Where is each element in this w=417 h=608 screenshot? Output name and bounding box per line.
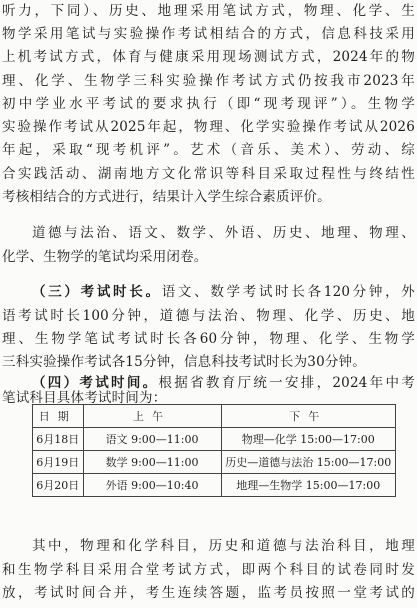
- exam-schedule-table: [32, 404, 396, 497]
- text-line: （三）考试时长。语文、数学考试时长各120分钟，外: [32, 284, 415, 300]
- text-line: 语考试时长100分钟，道德与法治、物理、化学、历史、地: [2, 308, 415, 324]
- column-header-afternoon: 下午: [221, 405, 395, 428]
- text-line: 听力，下同）、历史、地理采用笔试方式，物理、化学、生: [2, 3, 415, 19]
- text-line: 实验操作考试从2025年起，物理、化学实验操作考试从2026: [2, 119, 415, 135]
- cell-morning: 语文 9:00—11:00: [83, 428, 221, 451]
- text-line: 初中学业水平考试的要求执行（即“现考现评”）。生物学: [2, 96, 415, 112]
- cell-date: 6月20日: [33, 474, 84, 497]
- column-header-date: 日期: [33, 405, 84, 428]
- cell-date: 6月18日: [33, 428, 84, 451]
- text-line: 物学采用笔试与实验操作考试相结合的方式，信息科技采用: [2, 26, 415, 42]
- text-line: 理、生物学笔试考试时长各60分钟，物理、化学、生物学: [2, 331, 415, 347]
- cell-date: 6月19日: [33, 451, 84, 474]
- cell-morning: 外语 9:00—10:40: [83, 474, 221, 497]
- table-row: [33, 451, 396, 474]
- text-line: 其中，物理和化学科目，历史和道德与法治科目，地理: [32, 538, 415, 554]
- table-row: [33, 474, 396, 497]
- cell-afternoon: 地理—生物学 15:00—17:00: [221, 474, 395, 497]
- text-line: 合实践活动、湖南地方文化常识等科目采取过程性与终结性: [2, 166, 415, 182]
- column-header-morning: 上午: [83, 405, 221, 428]
- cell-afternoon: 物理—化学 15:00—17:00: [221, 428, 395, 451]
- cell-afternoon: 历史—道德与法治 15:00—17:00: [221, 451, 395, 474]
- text-line: 三科实验操作考试各15分钟，信息科技考试时长为30分钟。: [2, 354, 366, 370]
- text-line: 和生物学科目采用合堂考试方式，即两个科目的试卷同时发: [2, 562, 415, 578]
- section-heading: （四）考试时间。: [32, 375, 159, 391]
- text-line: 考核相结合的方式进行，结果计入学生综合素质评价。: [2, 189, 331, 205]
- section-heading: （三）考试时长。: [32, 284, 162, 300]
- text-line: 年起，采取“现考机评”。艺术（音乐、美术）、劳动、综: [2, 142, 415, 158]
- text-line: 放，考试时间合并，考生连续答题，监考员按照一堂考试的: [2, 585, 415, 601]
- text-line: 化学、生物学的笔试均采用闭卷。: [2, 249, 208, 265]
- text-line: 理、化学、生物学三科实验操作考试方式仍按我市2023年: [2, 73, 415, 89]
- text-line: 道德与法治、语文、数学、外语、历史、地理、物理、: [32, 225, 415, 241]
- table-header-row: [33, 405, 396, 428]
- cell-morning: 数学 9:00—11:00: [83, 451, 221, 474]
- table-row: [33, 428, 396, 451]
- text-line: 上机考试方式，体育与健康采用现场测试方式，2024年的物: [2, 49, 415, 65]
- text-line: （四）考试时间。根据省教育厅统一安排，2024年中考: [32, 375, 415, 391]
- text-line: 笔试科目具体考试时间为：: [2, 390, 167, 406]
